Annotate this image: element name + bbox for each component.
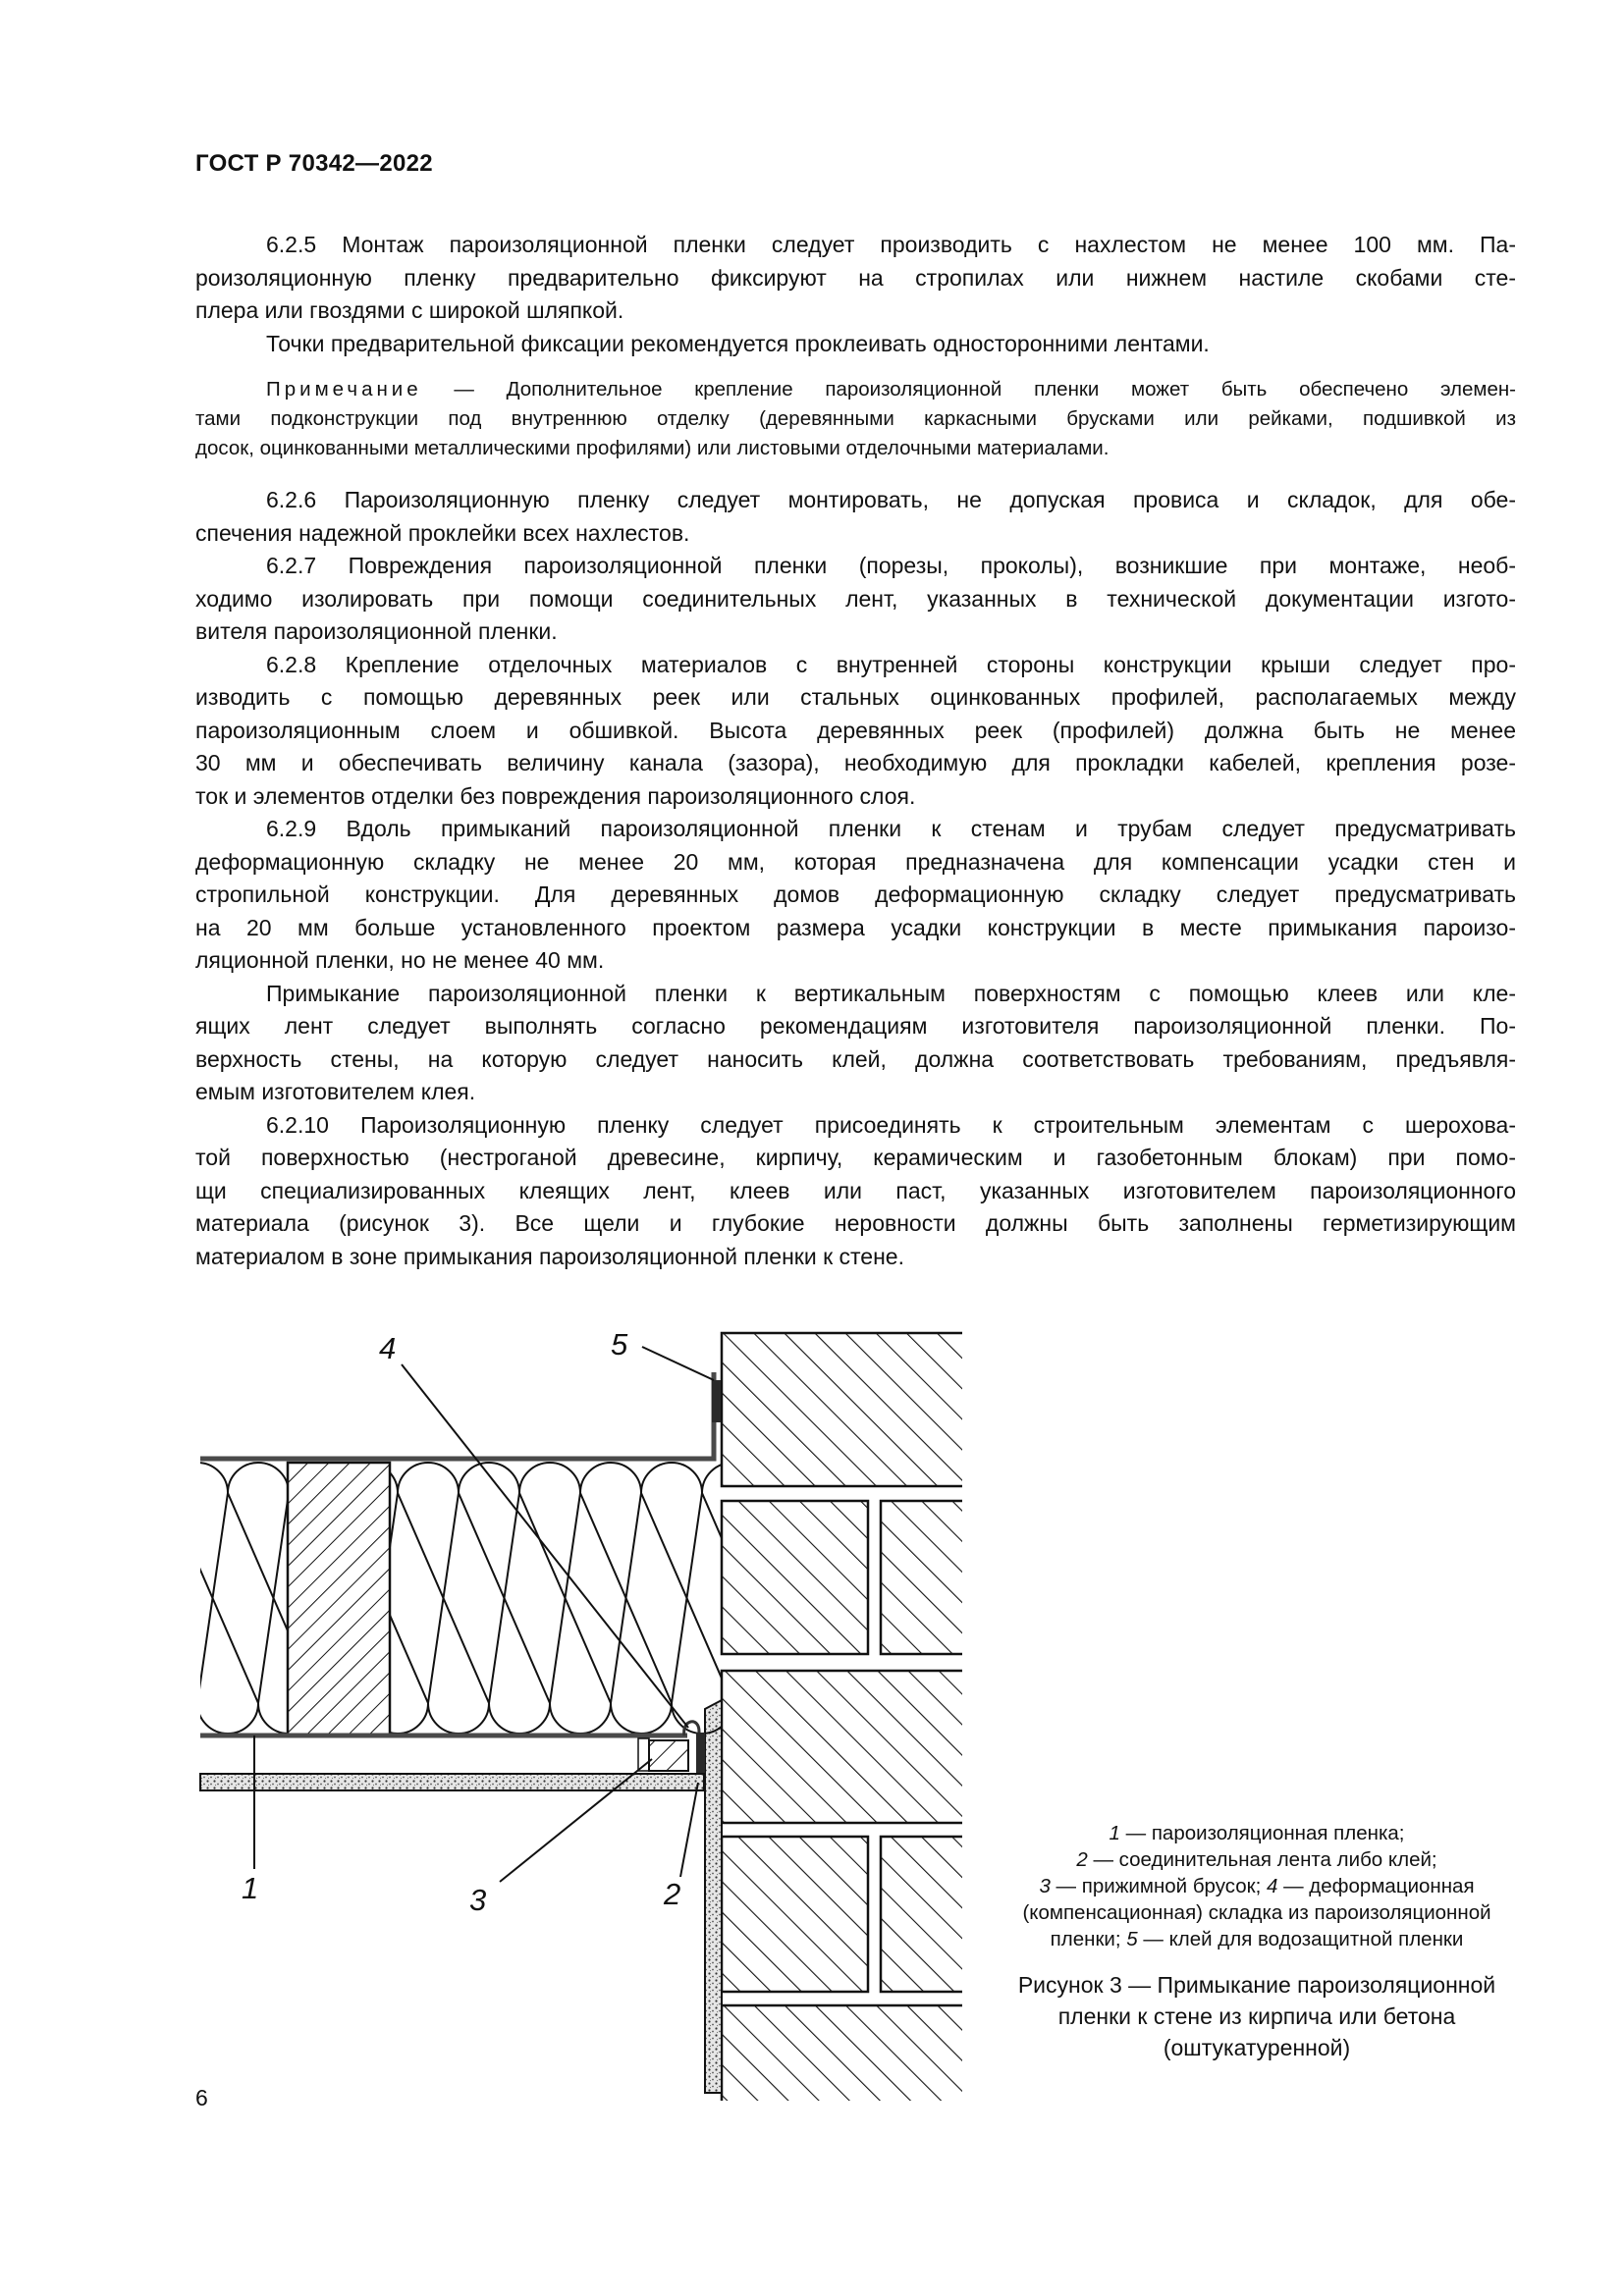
label-5: 5 bbox=[611, 1327, 628, 1362]
text-line: роизоляционную пленку предварительно фиксируют на стропилах или нижнем настиле скобами сте- bbox=[195, 264, 1516, 291]
text-line: вителя пароизоляционной пленки. bbox=[195, 618, 558, 644]
wall-plaster bbox=[705, 1700, 722, 2093]
legend-number: 5 bbox=[1126, 1928, 1138, 1950]
brick bbox=[881, 1837, 979, 1992]
brick-wall bbox=[722, 1333, 979, 2101]
text-line: емым изготовителем клея. bbox=[195, 1079, 476, 1104]
legend-text: — деформационная bbox=[1277, 1875, 1475, 1897]
leader-4 bbox=[402, 1364, 688, 1728]
caption-line: (оштукатуренной) bbox=[1163, 2035, 1351, 2060]
leader-5 bbox=[642, 1347, 714, 1380]
legend-number: 4 bbox=[1267, 1875, 1278, 1897]
text-line: спечения надежной проклейки всех нахлестов. bbox=[195, 519, 690, 546]
leader-2 bbox=[680, 1783, 698, 1877]
legend-text: пленки; bbox=[1050, 1928, 1127, 1950]
note bbox=[195, 375, 1516, 463]
text-line: 6.2.10 Пароизоляционную пленку следует присоединять к строительным элементам с шерохова- bbox=[266, 1111, 1516, 1138]
text-line: материалом в зоне примыкания пароизоляционной пленки к стене. bbox=[195, 1243, 904, 1269]
text-line: 6.2.7 Повреждения пароизоляционной пленки (порезы, проколы), возникшие при монтаже, необ- bbox=[266, 553, 1516, 578]
legend-text: — пароизоляционная пленка; bbox=[1119, 1822, 1405, 1844]
text-line: той поверхностью (нестроганой древесине, кирпичу, керамическим и газобетонным блокам) при помо- bbox=[195, 1145, 1516, 1170]
rafter bbox=[288, 1463, 390, 1735]
legend-text: — соединительная лента либо клей; bbox=[1087, 1848, 1437, 1871]
note-line bbox=[195, 375, 1516, 404]
legend-line bbox=[982, 1873, 1532, 1899]
text-line: верхность стены, на которую следует наносить клей, должна соответствовать требованиям, предъявля- bbox=[195, 1045, 1516, 1072]
brick bbox=[881, 1501, 979, 1654]
text-line: ходимо изолировать при помощи соединительных лент, указанных в технической документации изгото- bbox=[195, 585, 1516, 612]
brick bbox=[722, 2005, 977, 2101]
label-2: 2 bbox=[664, 1877, 681, 1911]
legend-line bbox=[982, 1820, 1532, 1846]
text-line: 6.2.6 Пароизоляционную пленку следует монтировать, не допуская провиса и складок, для обе- bbox=[266, 487, 1516, 512]
legend-text: — клей для водозащитной пленки bbox=[1137, 1928, 1464, 1950]
figure-legend bbox=[982, 1820, 1532, 1952]
text-line: ящих лент следует выполнять согласно рекомендациям изготовителя пароизоляционной пленки. По- bbox=[195, 1013, 1516, 1039]
legend-line bbox=[982, 1926, 1532, 1952]
caption-line: пленки к стене из кирпича или бетона bbox=[1057, 2003, 1456, 2029]
text-line: ток и элементов отделки без повреждения пароизоляционного слоя. bbox=[195, 782, 916, 809]
body-text bbox=[195, 484, 1516, 1273]
legend-line: (компенсационная) складка из пароизоляционной bbox=[1022, 1901, 1491, 1924]
waterproof-membrane bbox=[200, 1372, 714, 1459]
text-line: на 20 мм больше установленного проектом размера усадки конструкции в месте примыкания пароизо- bbox=[195, 914, 1516, 940]
text-line: Точки предварительной фиксации рекомендуется проклеивать односторонними лентами. bbox=[266, 330, 1210, 356]
note-line: досок, оцинкованными металлическими профилями) или листовыми отделочными материалами. bbox=[195, 437, 1110, 459]
label-1: 1 bbox=[242, 1871, 259, 1905]
brick bbox=[722, 1671, 977, 1823]
note-line: тами подконструкции под внутреннюю отделку (деревянными каркасными брусками или рейками, подшивкой из bbox=[195, 407, 1516, 430]
text-line: щи специализированных клеящих лент, клеев или паст, указанных изготовителем пароизоляционного bbox=[195, 1177, 1516, 1203]
note-text: — Дополнительное крепление пароизоляционной пленки может быть обеспечено элемен- bbox=[421, 378, 1516, 400]
brick bbox=[722, 1333, 977, 1486]
figure-caption bbox=[982, 1969, 1532, 2063]
legend-number: 3 bbox=[1039, 1875, 1051, 1897]
finishing-board bbox=[200, 1774, 704, 1790]
page-number: 6 bbox=[195, 2085, 208, 2110]
glue-5 bbox=[712, 1380, 721, 1422]
legend-number: 1 bbox=[1109, 1822, 1120, 1844]
paragraph-6-2-5 bbox=[195, 229, 1516, 360]
caption-line: Рисунок 3 — Примыкание пароизоляционной bbox=[1017, 1972, 1496, 1998]
text-line: материала (рисунок 3). Все щели и глубокие неровности должны быть заполнены герметизирующим bbox=[195, 1210, 1516, 1236]
legend-text: — прижимной брусок; bbox=[1050, 1875, 1267, 1897]
document-header: ГОСТ Р 70342—2022 bbox=[195, 150, 433, 177]
text-line: Примыкание пароизоляционной пленки к вертикальным поверхностям с помощью клеев или кле- bbox=[266, 980, 1516, 1006]
label-3: 3 bbox=[469, 1883, 487, 1917]
text-line: деформационную складку не менее 20 мм, которая предназначена для компенсации усадки стен и bbox=[195, 848, 1516, 875]
legend-line bbox=[982, 1846, 1532, 1873]
text-line: 30 мм и обеспечивать величину канала (зазора), необходимую для прокладки кабелей, крепления розе- bbox=[195, 750, 1516, 775]
text-line: 6.2.5 Монтаж пароизоляционной пленки следует производить с нахлестом не менее 100 мм. Па- bbox=[266, 232, 1516, 257]
text-line: изводить с помощью деревянных реек или стальных оцинкованных профилей, располагаемых между bbox=[195, 684, 1516, 710]
text-line: стропильной конструкции. Для деревянных домов деформационную складку следует предусматривать bbox=[195, 881, 1516, 907]
text-line: плера или гвоздями с широкой шляпкой. bbox=[195, 297, 624, 323]
brick bbox=[722, 1837, 868, 1992]
brick bbox=[722, 1501, 868, 1654]
text-line: пароизоляционным слоем и обшивкой. Высота деревянных реек (профилей) должна быть не менее bbox=[195, 717, 1516, 743]
label-4: 4 bbox=[379, 1331, 397, 1365]
figure-3-diagram bbox=[177, 1315, 982, 2101]
note-label: Примечание bbox=[266, 378, 422, 400]
legend-number: 2 bbox=[1076, 1848, 1088, 1871]
text-line: ляционной пленки, но не менее 40 мм. bbox=[195, 947, 605, 973]
clamping-batten-3 bbox=[649, 1740, 688, 1771]
text-line: 6.2.9 Вдоль примыканий пароизоляционной пленки к стенам и трубам следует предусматривать bbox=[266, 816, 1516, 841]
text-line: 6.2.8 Крепление отделочных материалов с внутренней стороны конструкции крыши следует про- bbox=[266, 651, 1516, 677]
